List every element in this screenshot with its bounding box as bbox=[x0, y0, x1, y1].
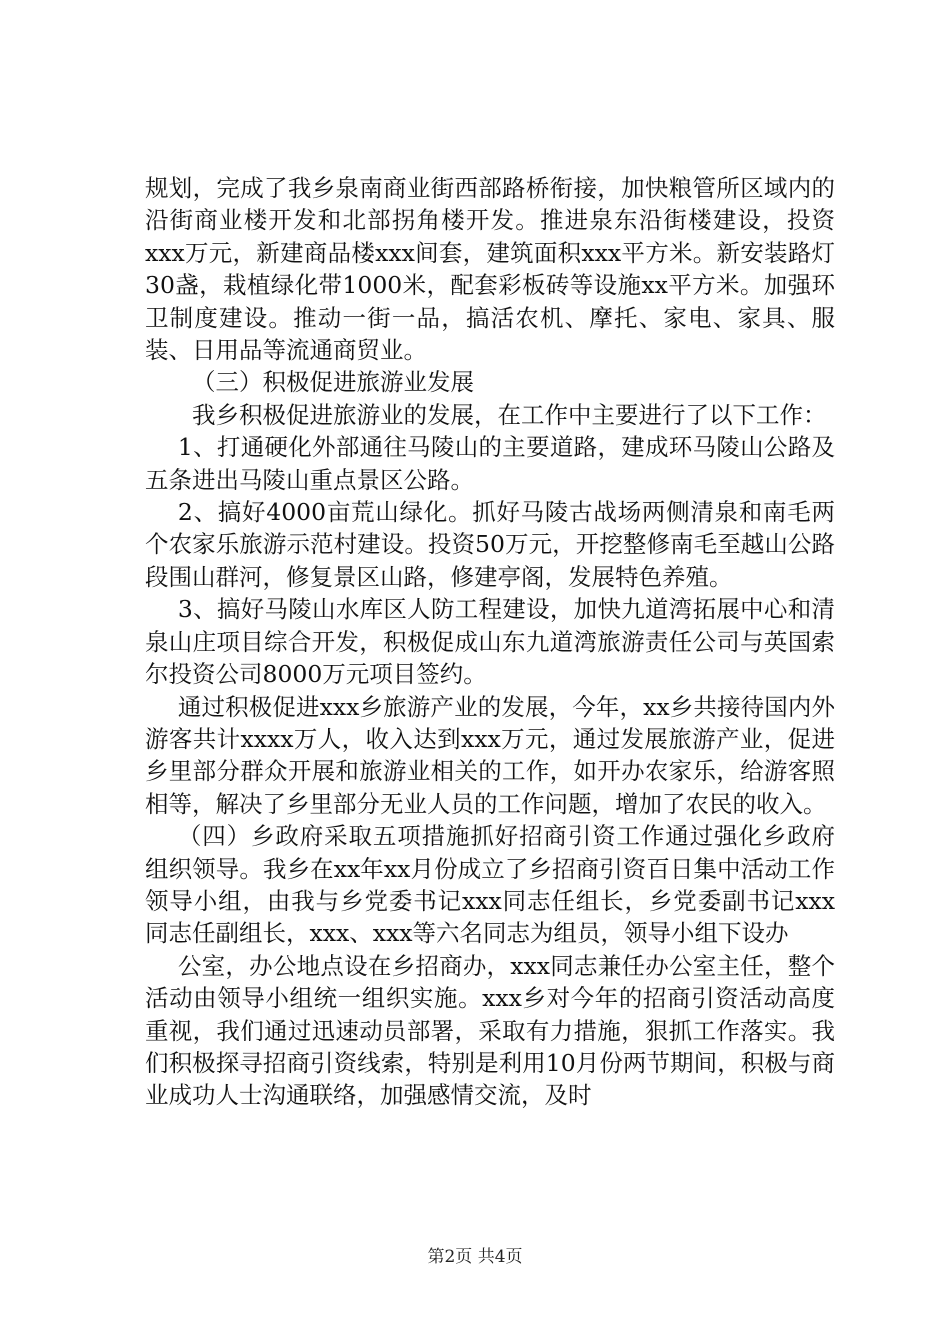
page-number-footer: 第2页 共4页 bbox=[427, 1247, 523, 1267]
paragraph-tourism-results: 通过积极促进xxx乡旅游产业的发展，今年，xx乡共接待国内外游客共计xxxx万人，收入达到xxx万元，通过发展旅游产业，促进乡里部分群众开展和旅游业相关的工作，如开办农家乐，给游客照相等，解决了乡里部分无业人员的工作问题，增加了农民的收入。 bbox=[145, 692, 835, 818]
list-item-greening: 2、搞好4000亩荒山绿化。抓好马陵古战场两侧清泉和南毛两个农家乐旅游示范村建设。投资50万元，开挖整修南毛至越山公路段围山群河，修复景区山路，修建亭阁，发展特色养殖。 bbox=[145, 498, 835, 591]
document-body bbox=[145, 172, 835, 1112]
list-item-roads: 1、打通硬化外部通往马陵山的主要道路，建成环马陵山公路及五条进出马陵山重点景区公路。 bbox=[145, 433, 835, 494]
paragraph-investment-office: 公室，办公地点设在乡招商办，xxx同志兼任办公室主任，整个活动由领导小组统一组织实施。xxx乡对今年的招商引资活动高度重视，我们通过迅速动员部署，采取有力措施，狠抓工作落实。我们积极探寻招商引资线索，特别是利用10月份两节期间，积极与商业成功人士沟通联络，加强感情交流，及时 bbox=[145, 951, 835, 1110]
paragraph-tourism-intro: 我乡积极促进旅游业的发展，在工作中主要进行了以下工作： bbox=[192, 400, 827, 429]
list-item-reservoir: 3、搞好马陵山水库区人防工程建设，加快九道湾拓展中心和清泉山庄项目综合开发，积极促成山东九道湾旅游责任公司与英国索尔投资公司8000万元项目签约。 bbox=[145, 595, 835, 689]
paragraph-urban-construction: 规划，完成了我乡泉南商业街西部路桥衔接，加快粮管所区域内的沿街商业楼开发和北部拐角楼开发。推进泉东沿街楼建设，投资xxx万元，新建商品楼xxx间套，建筑面积xxx平方米。新安装路灯30盏，栽植绿化带1000米，配套彩板砖等设施xx平方米。加强环卫制度建设。推动一街一品，搞活农机、摩托、家电、家具、服装、日用品等流通商贸业。 bbox=[145, 174, 835, 365]
section-heading-investment: （四）乡政府采取五项措施抓好招商引资工作通过强化乡政府组织领导。我乡在xx年xx月份成立了乡招商引资百日集中活动工作领导小组，由我与乡党委书记xxx同志任组长，乡党委副书记xxx同志任副组长，xxx、xxx等六名同志为组员，领导小组下设办 bbox=[145, 822, 835, 948]
section-heading-tourism: （三）积极促进旅游业发展 bbox=[192, 368, 474, 397]
